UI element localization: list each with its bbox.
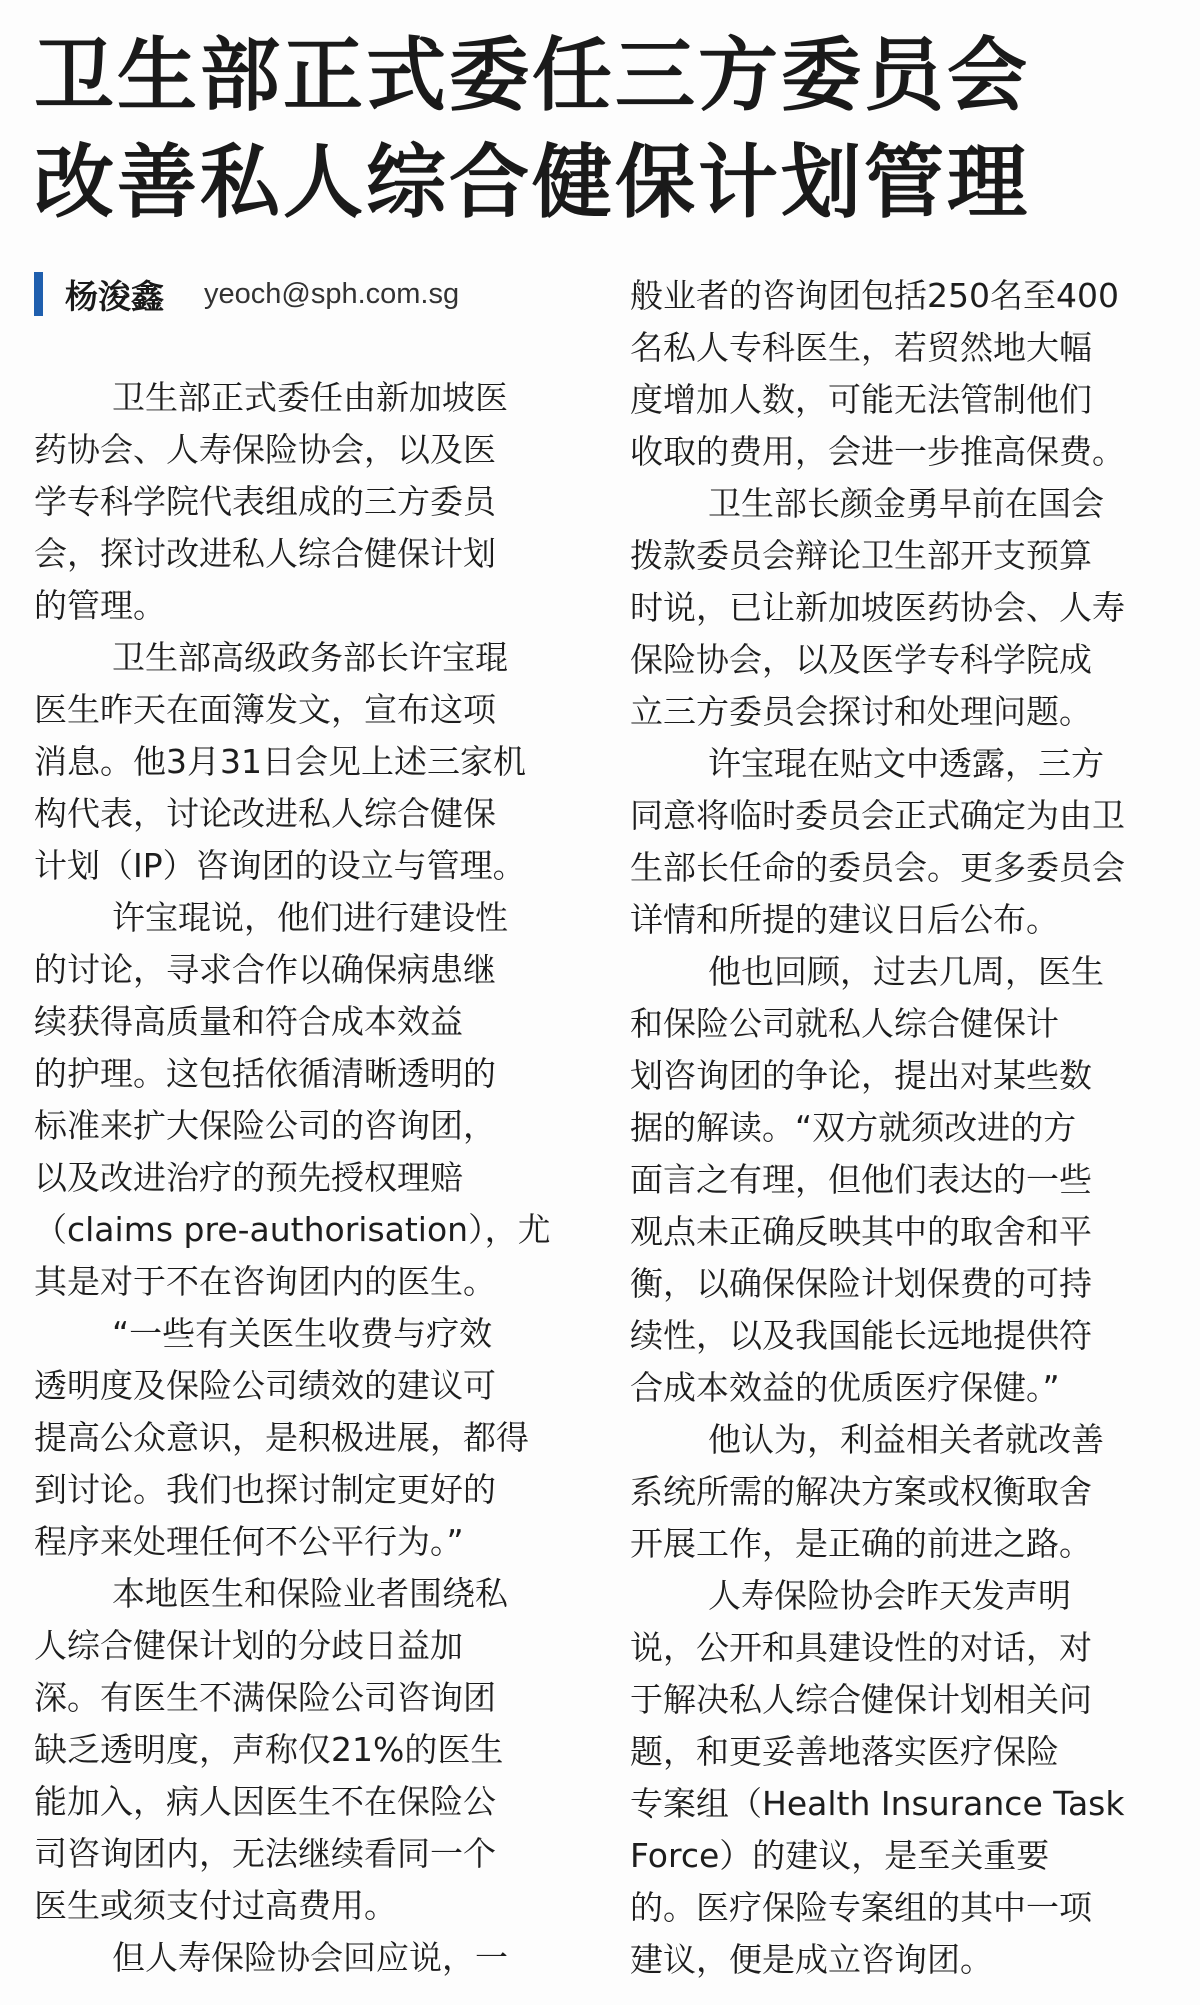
article-line: 的管理。 [34, 586, 166, 625]
article-line: 和保险公司就私人综合健保计 [630, 1004, 1059, 1043]
article-line: 于解决私人综合健保计划相关问 [630, 1680, 1092, 1719]
article-line: 开展工作，是正确的前进之路。 [630, 1524, 1092, 1563]
article-line: 司咨询团内，无法继续看同一个 [34, 1834, 496, 1873]
article-line: 医生昨天在面簿发文，宣布这项 [34, 690, 496, 729]
article-line: 构代表，讨论改进私人综合健保 [34, 794, 496, 833]
article-line: 他也回顾，过去几周，医生 [708, 952, 1104, 991]
article-line: 续性，以及我国能长远地提供符 [630, 1316, 1092, 1355]
article-line: 生部长任命的委员会。更多委员会 [630, 848, 1125, 887]
article-line: 拨款委员会辩论卫生部开支预算 [630, 536, 1092, 575]
article-line: 缺乏透明度，声称仅21%的医生 [34, 1730, 504, 1769]
article-line: 说，公开和具建设性的对话，对 [630, 1628, 1092, 1667]
author-name: 杨浚鑫 [65, 276, 164, 316]
byline [34, 270, 459, 318]
article-line: 题，和更妥善地落实医疗保险 [630, 1732, 1059, 1771]
article-line: 的护理。这包括依循清晰透明的 [34, 1054, 496, 1093]
article-line: 提高公众意识，是积极进展，都得 [34, 1418, 529, 1457]
article-line: 医生或须支付过高费用。 [34, 1886, 397, 1925]
article-line: 名私人专科医生，若贸然地大幅 [630, 328, 1092, 367]
article-line: 许宝琨在贴文中透露，三方 [708, 744, 1104, 783]
article-line: 透明度及保险公司绩效的建议可 [34, 1366, 496, 1405]
article-line: 收取的费用，会进一步推高保费。 [630, 432, 1125, 471]
article-line: 观点未正确反映其中的取舍和平 [630, 1212, 1092, 1251]
article-line: 卫生部正式委任由新加坡医 [112, 378, 508, 417]
article-line: 会，探讨改进私人综合健保计划 [34, 534, 496, 573]
article-line: 专案组（Health Insurance Task [630, 1784, 1125, 1823]
article-line: （claims pre-authorisation），尤 [34, 1210, 551, 1249]
headline-line-1: 卫生部正式委任三方委员会 [34, 29, 1030, 122]
article-line: 但人寿保险协会回应说，一 [112, 1938, 508, 1977]
article-line: 保险协会，以及医学专科学院成 [630, 640, 1092, 679]
article-line: 以及改进治疗的预先授权理赔 [34, 1158, 463, 1197]
article-column-left [34, 372, 574, 1984]
article-line: 人综合健保计划的分歧日益加 [34, 1626, 463, 1665]
article-line: 的讨论，寻求合作以确保病患继 [34, 950, 496, 989]
article-line: 标准来扩大保险公司的咨询团， [34, 1106, 496, 1145]
article-line: 程序来处理任何不公平行为。” [34, 1522, 464, 1561]
article-line: 卫生部高级政务部长许宝琨 [112, 638, 508, 677]
article-line: 合成本效益的优质医疗保健。” [630, 1368, 1060, 1407]
article-line: 药协会、人寿保险协会，以及医 [34, 430, 496, 469]
article-line: Force）的建议，是至关重要 [630, 1836, 1050, 1875]
article-line: 本地医生和保险业者围绕私 [112, 1574, 508, 1613]
article-line: 划咨询团的争论，提出对某些数 [630, 1056, 1092, 1095]
article-line: 学专科学院代表组成的三方委员 [34, 482, 496, 521]
article-line: 同意将临时委员会正式确定为由卫 [630, 796, 1125, 835]
article-line: 能加入，病人因医生不在保险公 [34, 1782, 496, 1821]
article-line: “一些有关医生收费与疗效 [112, 1314, 493, 1353]
article-line: 的。医疗保险专案组的其中一项 [630, 1888, 1092, 1927]
headline-line-2: 改善私人综合健保计划管理 [34, 136, 1030, 229]
article-line: 建议，便是成立咨询团。 [630, 1940, 993, 1979]
article-line: 时说，已让新加坡医药协会、人寿 [630, 588, 1125, 627]
article-line: 许宝琨说，他们进行建设性 [112, 898, 508, 937]
article-line: 般业者的咨询团包括250名至400 [630, 276, 1119, 315]
article-line: 到讨论。我们也探讨制定更好的 [34, 1470, 496, 1509]
article-line: 立三方委员会探讨和处理问题。 [630, 692, 1092, 731]
article-line: 消息。他3月31日会见上述三家机 [34, 742, 526, 781]
article-line: 详情和所提的建议日后公布。 [630, 900, 1059, 939]
article-line: 据的解读。“双方就须改进的方 [630, 1108, 1077, 1147]
article-line: 面言之有理，但他们表达的一些 [630, 1160, 1092, 1199]
byline-accent-bar [34, 272, 43, 316]
article-line: 系统所需的解决方案或权衡取舍 [630, 1472, 1092, 1511]
article-line: 衡，以确保保险计划保费的可持 [630, 1264, 1092, 1303]
headline [34, 22, 1164, 236]
article-line: 深。有医生不满保险公司咨询团 [34, 1678, 496, 1717]
article-line: 计划（IP）咨询团的设立与管理。 [34, 846, 526, 885]
article-line: 人寿保险协会昨天发声明 [708, 1576, 1071, 1615]
article-column-right [630, 270, 1170, 1986]
article-line: 卫生部长颜金勇早前在国会 [708, 484, 1104, 523]
article-line: 他认为，利益相关者就改善 [708, 1420, 1104, 1459]
article-line: 其是对于不在咨询团内的医生。 [34, 1262, 496, 1301]
article-line: 度增加人数，可能无法管制他们 [630, 380, 1092, 419]
author-email: yeoch@sph.com.sg [204, 277, 460, 310]
article-line: 续获得高质量和符合成本效益 [34, 1002, 463, 1041]
